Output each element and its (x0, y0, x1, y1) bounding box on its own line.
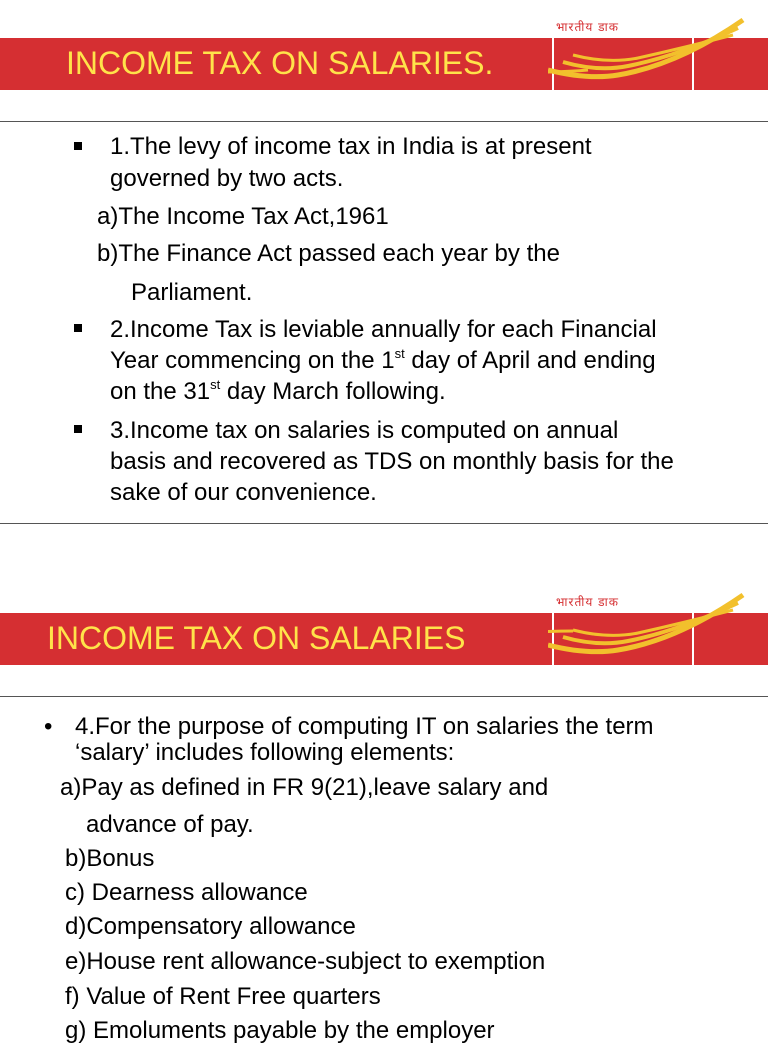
bullet-marker (74, 324, 82, 332)
item-2-line-3: on the 31st day March following. (110, 377, 446, 405)
item-1-line-1: 1.The levy of income tax in India is at present (110, 133, 592, 160)
divider (0, 523, 768, 524)
item-3-line-2: basis and recovered as TDS on monthly basis for the (110, 448, 674, 475)
sub-item-b: b)Bonus (65, 845, 155, 872)
logo-text: भारतीय डाक (556, 595, 619, 609)
item-2-line-2: Year commencing on the 1st day of April and ending (110, 346, 656, 374)
india-post-logo (548, 575, 768, 670)
item-3-line-3: sake of our convenience. (110, 479, 377, 506)
item-4-line-2: ‘salary’ includes following elements: (75, 739, 455, 766)
item-3-line-1: 3.Income tax on salaries is computed on annual (110, 417, 619, 444)
item-4-line-1: 4.For the purpose of computing IT on salaries the term (75, 713, 654, 740)
sub-item-g: g) Emoluments payable by the employer (65, 1017, 495, 1044)
item-1-line-2: governed by two acts. (110, 165, 344, 192)
logo-text: भारतीय डाक (556, 20, 619, 34)
bullet-marker (74, 142, 82, 150)
sub-item-a: a)Pay as defined in FR 9(21),leave salary and (60, 774, 549, 801)
sub-item-b-cont: Parliament. (131, 279, 253, 306)
divider (0, 121, 768, 122)
item-2-line-1: 2.Income Tax is leviable annually for each Financial (110, 316, 657, 343)
sub-item-a: a)The Income Tax Act,1961 (97, 203, 389, 230)
india-post-logo (548, 0, 768, 95)
sub-item-d: d)Compensatory allowance (65, 913, 356, 940)
bullet-marker (74, 425, 82, 433)
slide-title: INCOME TAX ON SALARIES. (66, 45, 494, 81)
slide-2 (0, 575, 768, 1044)
bullet-marker: • (44, 713, 53, 740)
slide-gap (0, 525, 768, 575)
sub-item-b: b)The Finance Act passed each year by the (97, 240, 560, 267)
sub-item-a-cont: advance of pay. (86, 811, 254, 838)
sub-item-c: c) Dearness allowance (65, 879, 308, 906)
divider (0, 696, 768, 697)
slide-title: INCOME TAX ON SALARIES (47, 620, 466, 656)
logo-swoosh-icon (548, 575, 768, 670)
sub-item-f: f) Value of Rent Free quarters (65, 983, 381, 1010)
logo-swoosh-icon (548, 0, 768, 95)
sub-item-e: e)House rent allowance-subject to exemption (65, 948, 546, 975)
